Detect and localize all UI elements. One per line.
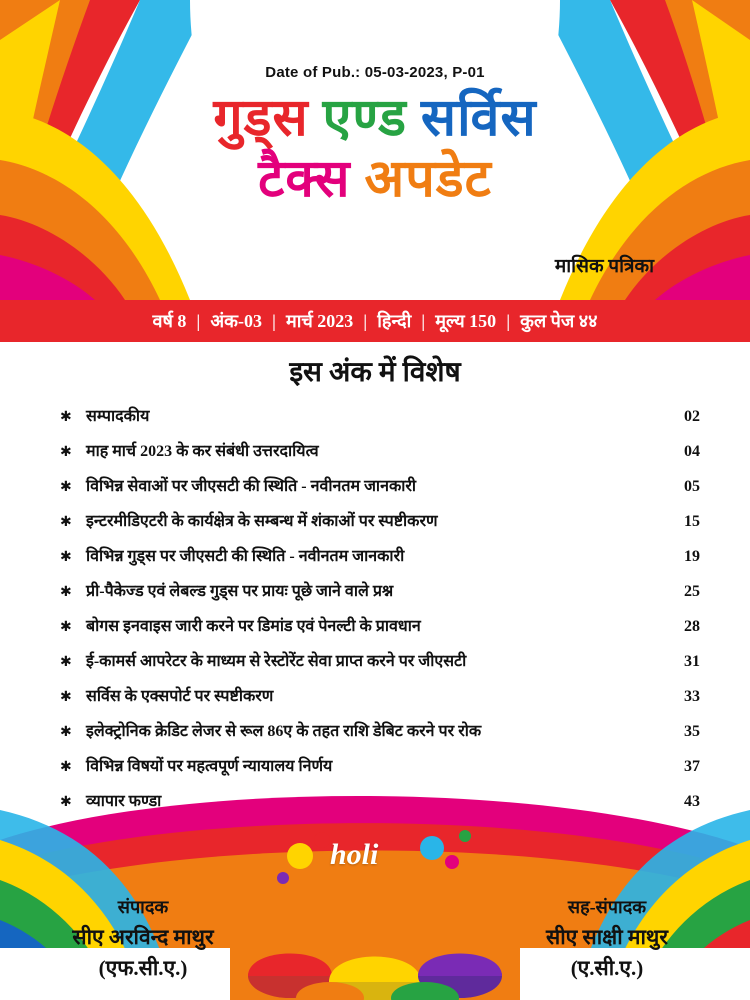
issue-year: वर्ष 8 [152, 311, 187, 331]
toc-item-label: प्री-पैकेज्ड एवं लेबल्ड गुड्स पर प्रायः पूछे जाने वाले प्रश्न [86, 583, 394, 600]
star-bullet-icon: ✱ [60, 548, 72, 564]
masthead-word-2: एण्ड [308, 90, 421, 147]
toc-item-label: सम्पादकीय [86, 408, 150, 425]
toc-row[interactable] [60, 789, 700, 811]
issue-sep-5: | [506, 310, 511, 331]
star-bullet-icon: ✱ [60, 618, 72, 634]
masthead-line-1 [0, 92, 750, 147]
toc-row[interactable] [60, 649, 700, 671]
issue-sep-2: | [271, 310, 276, 331]
toc-row[interactable] [60, 509, 700, 531]
toc-row[interactable] [60, 544, 700, 566]
toc-row[interactable] [60, 579, 700, 601]
star-bullet-icon: ✱ [60, 688, 72, 704]
co-editor-block [482, 895, 732, 982]
masthead-word-5: अपडेट [364, 150, 492, 208]
toc-item-label: माह मार्च 2023 के कर संबंधी उत्तरदायित्व [86, 443, 319, 460]
issue-month: मार्च 2023 [285, 311, 354, 331]
star-bullet-icon: ✱ [60, 443, 72, 459]
star-bullet-icon: ✱ [60, 478, 72, 494]
toc-item-label: सर्विस के एक्सपोर्ट पर स्पष्टीकरण [86, 688, 274, 705]
toc-item-page: 33 [684, 688, 700, 705]
toc-item-page: 05 [684, 478, 700, 495]
toc-item-page: 19 [684, 548, 700, 565]
toc-item-label: ई-कामर्स आपरेटर के माध्यम से रेस्टोरेंट सेवा प्राप्त करने पर जीएसटी [86, 653, 467, 670]
toc-item-label: इलेक्ट्रोनिक क्रेडिट लेजर से रूल 86ए के तहत राशि डेबिट करने पर रोक [86, 723, 482, 740]
star-bullet-icon: ✱ [60, 583, 72, 599]
editor-role: संपादक [117, 897, 169, 917]
co-editor-role: सह-संपादक [567, 897, 647, 917]
toc-item-page: 25 [684, 583, 700, 600]
toc-item-page: 02 [684, 408, 700, 425]
toc-item-label: विभिन्न सेवाओं पर जीएसटी की स्थिति - नवीनतम जानकारी [86, 478, 417, 495]
star-bullet-icon: ✱ [60, 653, 72, 669]
issue-total-pages: कुल पेज ४४ [520, 311, 598, 331]
masthead-line-2 [0, 150, 750, 208]
toc-item-label: इन्टरमीडिएटरी के कार्यक्षेत्र के सम्बन्ध में शंकाओं पर स्पष्टीकरण [86, 513, 438, 530]
star-bullet-icon: ✱ [60, 408, 72, 424]
issue-info-bar [0, 300, 750, 342]
toc-row[interactable] [60, 719, 700, 741]
toc-item-page: 43 [684, 793, 700, 810]
co-editor-name: सीए साक्षी माथुर [546, 925, 668, 949]
table-of-contents [60, 404, 700, 824]
editor-name: सीए अरविन्द माथुर [72, 925, 214, 949]
toc-item-label: व्यापार फण्डा [86, 793, 162, 810]
star-bullet-icon: ✱ [60, 758, 72, 774]
toc-item-page: 31 [684, 653, 700, 670]
editor-block [18, 895, 268, 982]
star-bullet-icon: ✱ [60, 513, 72, 529]
publication-date: Date of Pub.: 05-03-2023, P-01 [265, 64, 485, 81]
toc-item-page: 28 [684, 618, 700, 635]
toc-item-label: विभिन्न विषयों पर महत्वपूर्ण न्यायालय निर्णय [86, 758, 333, 775]
toc-item-page: 37 [684, 758, 700, 775]
co-editor-qualification: (ए.सी.ए.) [570, 956, 644, 980]
issue-language: हिन्दी [377, 311, 412, 331]
toc-item-label: विभिन्न गुड्स पर जीएसटी की स्थिति - नवीनतम जानकारी [86, 548, 405, 565]
toc-row[interactable] [60, 404, 700, 426]
toc-item-label: बोगस इनवाइस जारी करने पर डिमांड एवं पेनल्टी के प्रावधान [86, 618, 421, 635]
issue-sep-3: | [363, 310, 368, 331]
star-bullet-icon: ✱ [60, 793, 72, 809]
editor-qualification: (एफ.सी.ए.) [98, 956, 188, 980]
masthead-word-1: गुड्स [213, 90, 309, 147]
holi-color-bowls [248, 954, 502, 1000]
issue-sep-1: | [196, 310, 201, 331]
holi-wordmark: holi [330, 838, 379, 871]
issue-price: मूल्य 150 [435, 311, 497, 331]
masthead-word-4: टैक्स [258, 150, 365, 208]
masthead-word-3: सर्विस [420, 90, 537, 147]
contents-heading: इस अंक में विशेष [289, 357, 461, 388]
star-bullet-icon: ✱ [60, 723, 72, 739]
toc-row[interactable] [60, 754, 700, 776]
magazine-subtitle: मासिक पत्रिका [554, 256, 654, 277]
toc-item-page: 04 [684, 443, 700, 460]
toc-item-page: 35 [684, 723, 700, 740]
toc-row[interactable] [60, 614, 700, 636]
toc-item-page: 15 [684, 513, 700, 530]
issue-number: अंक-03 [210, 311, 262, 331]
toc-row[interactable] [60, 439, 700, 461]
issue-sep-4: | [421, 310, 426, 331]
toc-row[interactable] [60, 474, 700, 496]
masthead-title [0, 92, 750, 207]
toc-row[interactable] [60, 684, 700, 706]
